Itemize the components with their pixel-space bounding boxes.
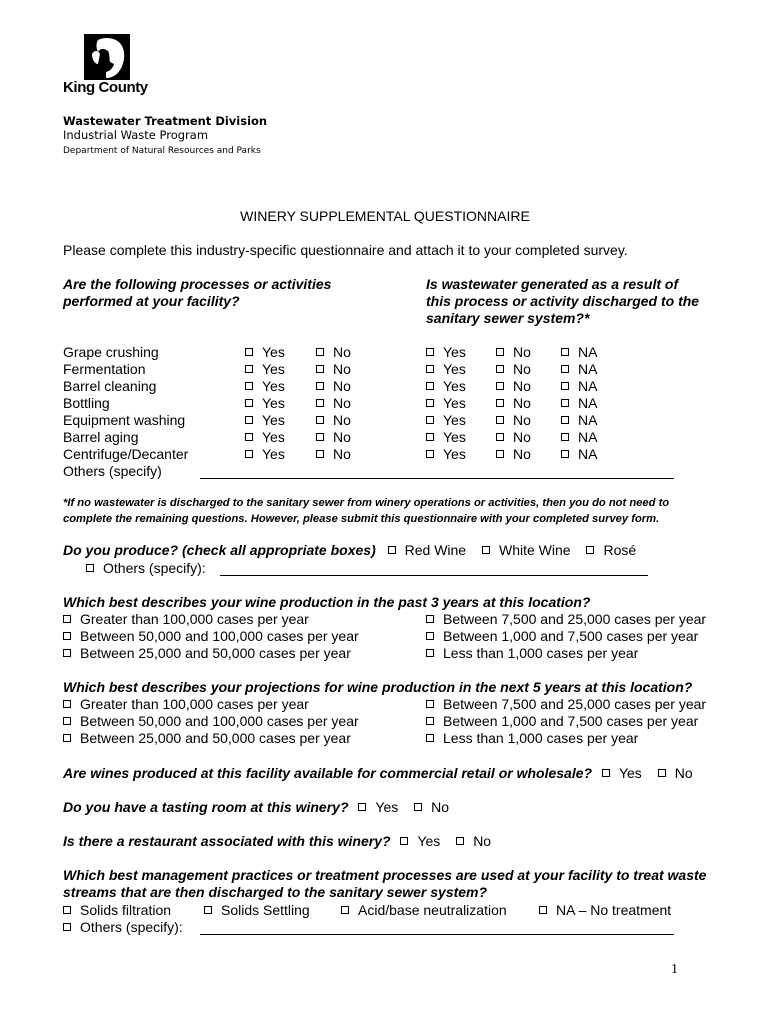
commercial-no-checkbox[interactable]: No	[658, 765, 693, 781]
footnote: *If no wastewater is discharged to the sanitary sewer from winery operations or activities, then you do not need to complete the remaining questions. However, please submit this questionnaire with your completed survey form.	[63, 497, 670, 525]
bmp-solids-filtration-checkbox[interactable]: Solids filtration	[63, 902, 171, 918]
discharged-no-checkbox[interactable]: No	[496, 412, 531, 428]
tasting-row	[63, 799, 449, 815]
checkbox-icon	[245, 450, 253, 458]
checkbox-icon	[496, 348, 504, 356]
future-production-option-checkbox[interactable]: Between 7,500 and 25,000 cases per year	[426, 696, 706, 712]
checkbox-icon	[316, 399, 324, 407]
produce-row	[63, 542, 636, 558]
division-name: Wastewater Treatment Division	[63, 114, 268, 128]
produce-white-checkbox[interactable]: White Wine	[482, 542, 571, 558]
discharged-na-checkbox[interactable]: NA	[561, 446, 597, 462]
restaurant-no-checkbox[interactable]: No	[456, 833, 491, 849]
checkbox-icon	[316, 433, 324, 441]
discharged-no-checkbox[interactable]: No	[496, 378, 531, 394]
checkbox-icon	[426, 649, 434, 657]
checkbox-icon	[316, 450, 324, 458]
checkbox-icon	[63, 717, 71, 725]
checkbox-icon	[245, 399, 253, 407]
commercial-question: Are wines produced at this facility available for commercial retail or wholesale?	[63, 765, 593, 781]
bmp-acid-base-checkbox[interactable]: Acid/base neutralization	[341, 902, 507, 918]
past-production-option-checkbox[interactable]: Between 1,000 and 7,500 cases per year	[426, 628, 698, 644]
king-county-logo-icon	[84, 34, 130, 80]
checkbox-icon	[561, 348, 569, 356]
checkbox-icon	[63, 615, 71, 623]
future-production-option-checkbox[interactable]: Greater than 100,000 cases per year	[63, 696, 309, 712]
checkbox-icon	[426, 382, 434, 390]
checkbox-icon	[426, 365, 434, 373]
checkbox-icon	[496, 399, 504, 407]
performed-yes-checkbox[interactable]: Yes	[245, 429, 285, 445]
checkbox-icon	[245, 433, 253, 441]
program-name: Industrial Waste Program	[63, 128, 209, 142]
performed-no-checkbox[interactable]: No	[316, 361, 351, 377]
discharged-yes-checkbox[interactable]: Yes	[426, 361, 466, 377]
past-production-option-checkbox[interactable]: Between 50,000 and 100,000 cases per year	[63, 628, 359, 644]
checkbox-icon	[316, 365, 324, 373]
produce-others-field[interactable]	[220, 575, 648, 576]
checkbox-icon	[561, 416, 569, 424]
tasting-no-checkbox[interactable]: No	[414, 799, 449, 815]
checkbox-icon	[245, 365, 253, 373]
discharged-no-checkbox[interactable]: No	[496, 446, 531, 462]
performed-no-checkbox[interactable]: No	[316, 378, 351, 394]
checkbox-icon	[316, 416, 324, 424]
checkbox-icon	[426, 416, 434, 424]
checkbox-icon	[426, 734, 434, 742]
past-production-option-checkbox[interactable]: Between 7,500 and 25,000 cases per year	[426, 611, 706, 627]
bmp-solids-settling-checkbox[interactable]: Solids Settling	[204, 902, 310, 918]
discharged-na-checkbox[interactable]: NA	[561, 429, 597, 445]
discharged-yes-checkbox[interactable]: Yes	[426, 429, 466, 445]
checkbox-icon	[426, 632, 434, 640]
checkbox-icon	[63, 649, 71, 657]
past-production-option-checkbox[interactable]: Between 25,000 and 50,000 cases per year	[63, 645, 351, 661]
org-name: King County	[63, 79, 148, 96]
performed-yes-checkbox[interactable]: Yes	[245, 344, 285, 360]
processes-question-left: Are the following processes or activities performed at your facility?	[63, 276, 332, 309]
performed-yes-checkbox[interactable]: Yes	[245, 361, 285, 377]
discharged-na-checkbox[interactable]: NA	[561, 395, 597, 411]
checkbox-icon	[561, 450, 569, 458]
checkbox-icon	[245, 416, 253, 424]
processes-question-right: Is wastewater generated as a result of this process or activity discharged to the sanitary sewer system?*	[426, 276, 700, 326]
discharged-no-checkbox[interactable]: No	[496, 429, 531, 445]
checkbox-icon	[561, 365, 569, 373]
future-production-option-checkbox[interactable]: Between 25,000 and 50,000 cases per year	[63, 730, 351, 746]
discharged-na-checkbox[interactable]: NA	[561, 361, 597, 377]
discharged-yes-checkbox[interactable]: Yes	[426, 378, 466, 394]
past-production-question: Which best describes your wine production in the past 3 years at this location?	[63, 594, 591, 610]
checkbox-icon	[496, 382, 504, 390]
checkbox-icon	[496, 433, 504, 441]
discharged-na-checkbox[interactable]: NA	[561, 344, 597, 360]
process-label: Bottling	[63, 395, 110, 411]
others-specify-field[interactable]	[200, 478, 674, 479]
discharged-yes-checkbox[interactable]: Yes	[426, 446, 466, 462]
tasting-question: Do you have a tasting room at this winery?	[63, 799, 349, 815]
checkbox-icon	[561, 382, 569, 390]
discharged-no-checkbox[interactable]: No	[496, 361, 531, 377]
past-production-option-checkbox[interactable]: Less than 1,000 cases per year	[426, 645, 638, 661]
process-label: Centrifuge/Decanter	[63, 446, 189, 462]
checkbox-icon	[63, 700, 71, 708]
checkbox-icon	[561, 399, 569, 407]
process-label: Barrel cleaning	[63, 378, 157, 394]
checkbox-icon	[496, 365, 504, 373]
checkbox-icon	[426, 615, 434, 623]
checkbox-icon	[426, 348, 434, 356]
discharged-yes-checkbox[interactable]: Yes	[426, 412, 466, 428]
future-production-option-checkbox[interactable]: Between 1,000 and 7,500 cases per year	[426, 713, 698, 729]
checkbox-icon	[63, 734, 71, 742]
checkbox-icon	[245, 382, 253, 390]
performed-yes-checkbox[interactable]: Yes	[245, 412, 285, 428]
others-specify-label: Others (specify)	[63, 463, 162, 479]
checkbox-icon	[426, 433, 434, 441]
discharged-no-checkbox[interactable]: No	[496, 395, 531, 411]
checkbox-icon	[561, 433, 569, 441]
checkbox-icon	[316, 348, 324, 356]
commercial-row	[63, 765, 693, 781]
performed-no-checkbox[interactable]: No	[316, 412, 351, 428]
checkbox-icon	[426, 399, 434, 407]
performed-yes-checkbox[interactable]: Yes	[245, 395, 285, 411]
restaurant-yes-checkbox[interactable]: Yes	[400, 833, 440, 849]
process-label: Grape crushing	[63, 344, 159, 360]
checkbox-icon	[426, 450, 434, 458]
future-production-question: Which best describes your projections for wine production in the next 5 years at this location?	[63, 679, 693, 695]
discharged-na-checkbox[interactable]: NA	[561, 378, 597, 394]
produce-red-checkbox[interactable]: Red Wine	[388, 542, 466, 558]
checkbox-icon	[496, 450, 504, 458]
restaurant-question: Is there a restaurant associated with this winery?	[63, 833, 391, 849]
department-name: Department of Natural Resources and Parks	[63, 146, 261, 156]
discharged-yes-checkbox[interactable]: Yes	[426, 344, 466, 360]
produce-rose-checkbox[interactable]: Rosé	[586, 542, 636, 558]
produce-question: Do you produce? (check all appropriate boxes)	[63, 542, 376, 558]
bmp-others-field[interactable]	[200, 934, 674, 935]
process-label: Barrel aging	[63, 429, 139, 445]
bmp-question: Which best management practices or treatment processes are used at your facility to treat waste streams that are then discharged to the sanitary sewer system?	[63, 867, 707, 900]
bmp-na-checkbox[interactable]: NA – No treatment	[539, 902, 671, 918]
checkbox-icon	[496, 416, 504, 424]
page-number: 1	[671, 962, 678, 977]
performed-no-checkbox[interactable]: No	[316, 429, 351, 445]
performed-no-checkbox[interactable]: No	[316, 395, 351, 411]
bmp-others-checkbox[interactable]: Others (specify):	[63, 919, 183, 935]
checkbox-icon	[63, 632, 71, 640]
past-production-option-checkbox[interactable]: Greater than 100,000 cases per year	[63, 611, 309, 627]
checkbox-icon	[316, 382, 324, 390]
discharged-no-checkbox[interactable]: No	[496, 344, 531, 360]
checkbox-icon	[426, 717, 434, 725]
tasting-yes-checkbox[interactable]: Yes	[358, 799, 398, 815]
performed-yes-checkbox[interactable]: Yes	[245, 378, 285, 394]
intro-text: Please complete this industry-specific questionnaire and attach it to your completed survey.	[63, 242, 628, 258]
checkbox-icon	[426, 700, 434, 708]
future-production-option-checkbox[interactable]: Less than 1,000 cases per year	[426, 730, 638, 746]
discharged-na-checkbox[interactable]: NA	[561, 412, 597, 428]
performed-no-checkbox[interactable]: No	[316, 446, 351, 462]
performed-no-checkbox[interactable]: No	[316, 344, 351, 360]
commercial-yes-checkbox[interactable]: Yes	[602, 765, 642, 781]
future-production-option-checkbox[interactable]: Between 50,000 and 100,000 cases per year	[63, 713, 359, 729]
performed-yes-checkbox[interactable]: Yes	[245, 446, 285, 462]
checkbox-icon	[245, 348, 253, 356]
restaurant-row	[63, 833, 491, 849]
process-label: Equipment washing	[63, 412, 186, 428]
page-title: WINERY SUPPLEMENTAL QUESTIONNAIRE	[240, 208, 530, 224]
process-label: Fermentation	[63, 361, 146, 377]
produce-others-checkbox[interactable]: Others (specify):	[86, 560, 206, 576]
discharged-yes-checkbox[interactable]: Yes	[426, 395, 466, 411]
